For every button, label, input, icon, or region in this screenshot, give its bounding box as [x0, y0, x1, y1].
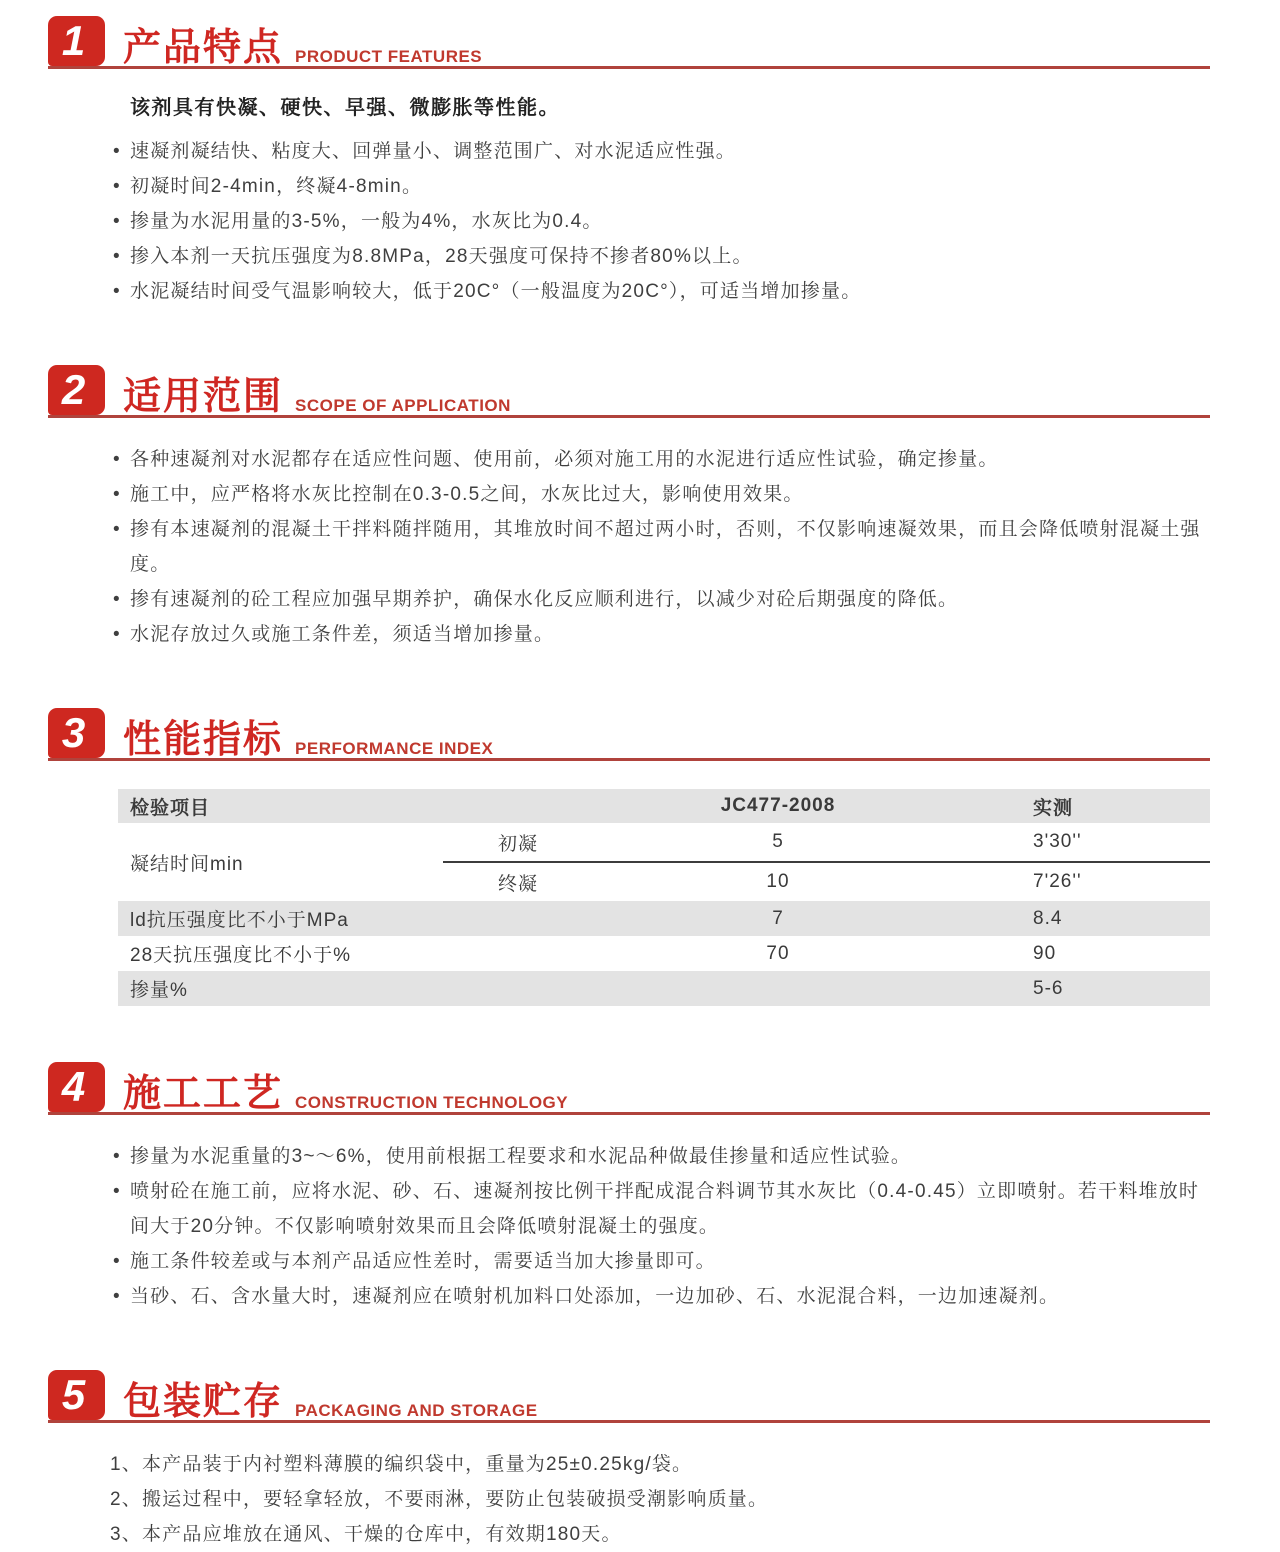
- performance-index-table: [118, 789, 1210, 1006]
- bullet-item: • 掺量为水泥重量的3~～6%，使用前根据工程要求和水泥品种做最佳掺量和适应性试验。: [130, 1139, 1210, 1174]
- section-product-features: [48, 16, 1210, 309]
- cell-initial-label: 初凝: [443, 823, 608, 862]
- section-number-badge-4: 4: [48, 1062, 105, 1112]
- section-header-3: [48, 708, 1210, 761]
- cell-setting-time-item: 凝结时间min: [130, 853, 244, 875]
- table-header-row: [118, 789, 1210, 823]
- column-header-standard: JC477-2008: [720, 795, 836, 816]
- section-title-3: 性能指标: [123, 718, 284, 761]
- section-header-4: [48, 1062, 1210, 1115]
- cell-final-label: 终凝: [498, 873, 539, 895]
- section-number-badge-5: 5: [48, 1370, 105, 1420]
- section-subtitle-en-2: SCOPE OF APPLICATION: [295, 396, 511, 415]
- scope-bullet-list: [48, 442, 1210, 652]
- bullet-item: • 当砂、石、含水量大时，速凝剂应在喷射机加料口处添加，一边加砂、石、水泥混合料，一边加速凝剂。: [130, 1279, 1210, 1314]
- cell-initial-measured: 3'30'': [948, 823, 1210, 862]
- cell-row-standard: [608, 971, 948, 1006]
- section-header-5: [48, 1370, 1210, 1423]
- bullet-item: • 施工条件较差或与本剂产品适应性差时，需要适当加大掺量即可。: [130, 1244, 1210, 1279]
- table-row-28d-strength: [118, 936, 1210, 971]
- bullet-item: • 速凝剂凝结快、粘度大、回弹量小、调整范围广、对水泥适应性强。: [130, 134, 1210, 169]
- cell-row-measured: 90: [1033, 942, 1057, 964]
- bullet-item: • 施工中，应严格将水灰比控制在0.3-0.5之间，水灰比过大，影响使用效果。: [130, 477, 1210, 512]
- section-title-5: 包装贮存: [123, 1380, 284, 1423]
- section-subtitle-en-3: PERFORMANCE INDEX: [295, 739, 494, 758]
- table-row-1d-strength: [118, 901, 1210, 936]
- cell-row-measured: 5-6: [1033, 977, 1064, 999]
- cell-final-measured: 7'26'': [1033, 871, 1082, 892]
- section-packaging-storage: [48, 1370, 1210, 1552]
- cell-row-standard: 70: [766, 942, 790, 964]
- column-header-measured: 实测: [1033, 797, 1074, 819]
- table-row-dosage: [118, 971, 1210, 1006]
- bullet-item: • 水泥存放过久或施工条件差，须适当增加掺量。: [130, 617, 1210, 652]
- bullet-item: • 掺入本剂一天抗压强度为8.8MPa，28天强度可保持不掺者80%以上。: [130, 239, 1210, 274]
- bullet-item: • 喷射砼在施工前，应将水泥、砂、石、速凝剂按比例干拌配成混合料调节其水灰比（0.4-0.45）立即喷射。若干料堆放时间大于20分钟。不仅影响喷射效果而且会降低喷射混凝土的强度。: [130, 1174, 1210, 1244]
- cell-row-measured: 8.4: [1033, 907, 1063, 929]
- section-title-4: 施工工艺: [123, 1072, 284, 1115]
- cell-initial-standard: 5: [608, 823, 948, 862]
- section-number-badge-1: 1: [48, 16, 105, 66]
- section-subtitle-en-4: CONSTRUCTION TECHNOLOGY: [295, 1093, 569, 1112]
- bullet-item: • 各种速凝剂对水泥都存在适应性问题、使用前，必须对施工用的水泥进行适应性试验，确定掺量。: [130, 442, 1210, 477]
- features-bullet-list: [48, 134, 1210, 309]
- bullet-item: • 掺有本速凝剂的混凝土干拌料随拌随用，其堆放时间不超过两小时，否则，不仅影响速凝效果，而且会降低喷射混凝土强度。: [130, 512, 1210, 582]
- features-intro-text: 该剂具有快凝、硬快、早强、微膨胀等性能。: [130, 97, 560, 119]
- section-subtitle-en-1: PRODUCT FEATURES: [295, 47, 483, 66]
- column-header-item: 检验项目: [130, 797, 211, 819]
- construction-bullet-list: [48, 1139, 1210, 1314]
- packaging-numbered-list: [110, 1447, 1210, 1552]
- bullet-item: • 初凝时间2-4min，终凝4-8min。: [130, 169, 1210, 204]
- section-subtitle-en-5: PACKAGING AND STORAGE: [295, 1401, 538, 1420]
- section-header-1: [48, 16, 1210, 69]
- cell-row-item: ld抗压强度比不小于MPa: [130, 910, 349, 931]
- section-construction-technology: [48, 1062, 1210, 1314]
- table-row-initial-setting: [118, 823, 1210, 862]
- cell-row-item: 掺量%: [130, 980, 188, 1001]
- cell-row-standard: 7: [772, 907, 784, 929]
- section-header-2: [48, 365, 1210, 418]
- section-performance-index: [48, 708, 1210, 1006]
- section-number-badge-2: 2: [48, 365, 105, 415]
- numbered-item: 1、本产品装于内衬塑料薄膜的编织袋中，重量为25±0.25kg/袋。: [110, 1454, 693, 1475]
- section-scope-of-application: [48, 365, 1210, 652]
- bullet-item: • 掺有速凝剂的砼工程应加强早期养护，确保水化反应顺利进行，以减少对砼后期强度的降低。: [130, 582, 1210, 617]
- section-number-badge-3: 3: [48, 708, 105, 758]
- cell-row-item: 28天抗压强度比不小于%: [130, 945, 352, 966]
- section-title-2: 适用范围: [123, 375, 284, 418]
- bullet-item: • 掺量为水泥用量的3-5%，一般为4%，水灰比为0.4。: [130, 204, 1210, 239]
- numbered-item: 2、搬运过程中，要轻拿轻放，不要雨淋，要防止包装破损受潮影响质量。: [110, 1489, 769, 1510]
- cell-final-standard: 10: [766, 871, 790, 892]
- numbered-item: 3、本产品应堆放在通风、干燥的仓库中，有效期180天。: [110, 1524, 622, 1545]
- section-title-1: 产品特点: [123, 26, 284, 69]
- bullet-item: • 水泥凝结时间受气温影响较大，低于20C°（一般温度为20C°），可适当增加掺量。: [130, 274, 1210, 309]
